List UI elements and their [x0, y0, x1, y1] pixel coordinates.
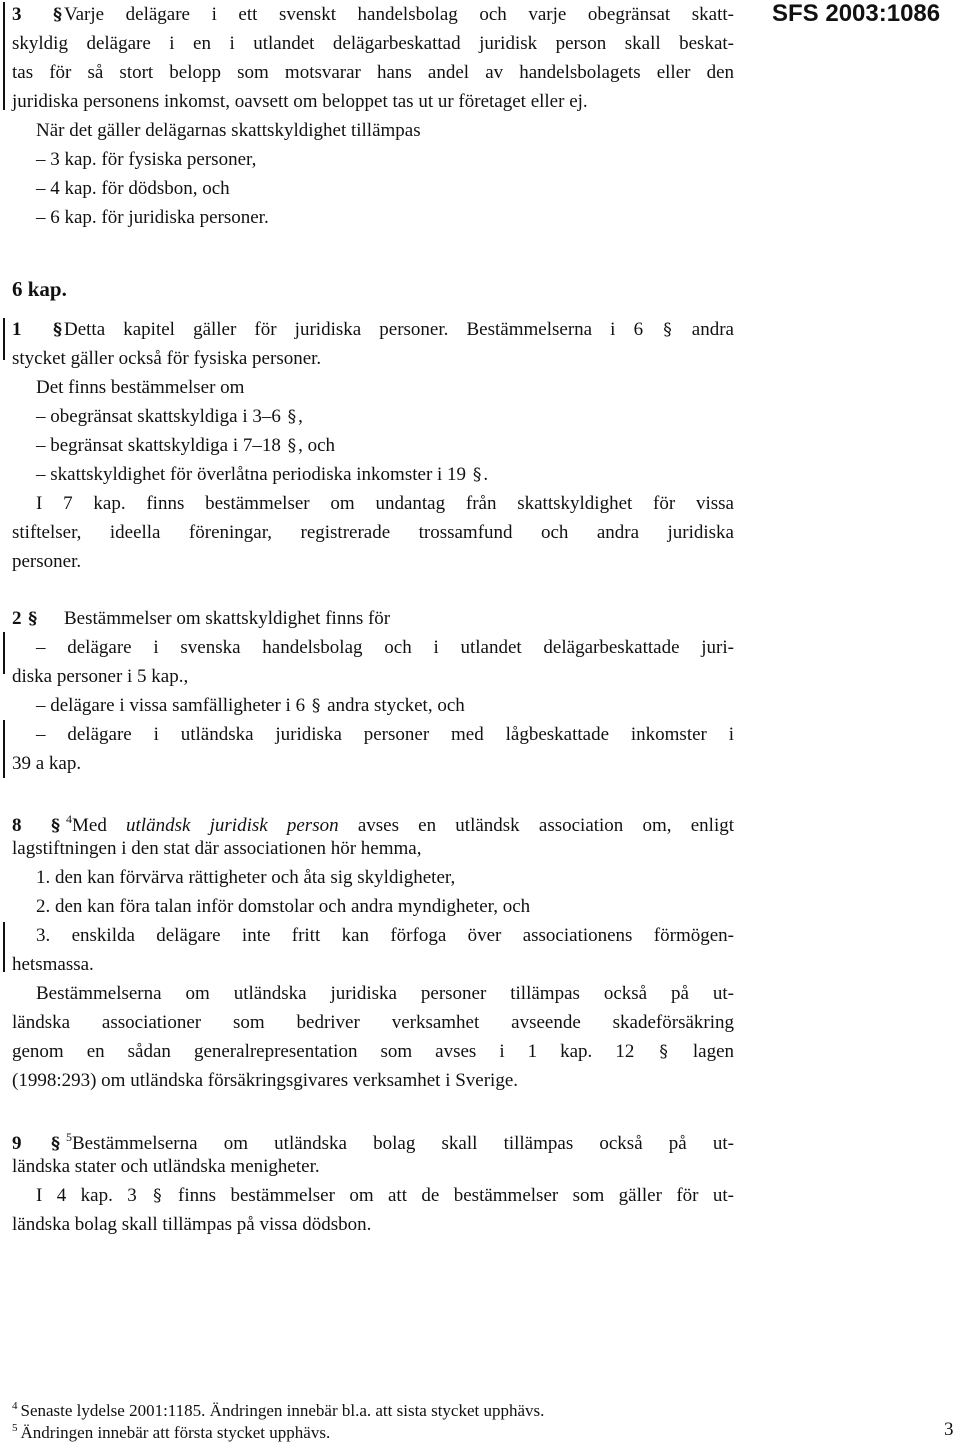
s9-line: 9 § $^5$Bestämmelserna om utländska bolag skall tillämpas också på ut-: [12, 1130, 734, 1154]
s3-line: juridiska personens inkomst, oavsett om beloppet tas ut ur företaget eller ej.: [12, 91, 588, 112]
s2-line: 2 § Bestämmelser om skattskyldighet finns för: [12, 608, 391, 629]
s1-line: 1 § Detta kapitel gäller för juridiska personer. Bestämmelserna i 6 § andra: [12, 319, 734, 340]
s8-line: genom en sådan generalrepresentation som avses i 1 kap. 12 § lagen: [12, 1041, 735, 1062]
page-number: 3: [944, 1419, 954, 1440]
change-bar: [3, 922, 5, 972]
list-item: – begränsat skattskyldiga i 7–18 § , och: [36, 435, 336, 456]
chapter-heading: 6 kap.: [12, 277, 67, 301]
s1-line: personer.: [12, 551, 82, 572]
footnote-ref: 4: [66, 812, 72, 826]
list-item: – 4 kap. för dödsbon, och: [36, 178, 230, 199]
list-item: 1. den kan förvärva rättigheter och åta sig skyldigheter,: [36, 867, 456, 888]
footnote: $^4$ Senaste lydelse 2001:1185. Ändringen innebär bl.a. att sista stycket upphävs.: [12, 1400, 545, 1420]
change-bar: [3, 318, 5, 360]
s1-line: stiftelser, ideella föreningar, registrerade trossamfund och andra juridiska: [12, 522, 734, 543]
change-bar: [3, 720, 5, 778]
s1-line: I 7 kap. finns bestämmelser om undantag från skattskyldighet för vissa: [36, 493, 734, 514]
s2-line: diska personer i 5 kap.,: [12, 666, 189, 687]
change-bar: [3, 632, 5, 674]
s9-line: ländska bolag skall tillämpas på vissa dödsbon.: [12, 1214, 372, 1235]
s2-line: 39 a kap.: [12, 753, 82, 774]
s8-line: lagstiftningen i den stat där associationen hör hemma,: [12, 838, 422, 859]
s8-line: (1998:293) om utländska försäkringsgivares verksamhet i Sverige.: [12, 1070, 519, 1091]
list-item: – skattskyldighet för överlåtna periodiska inkomster i 19 § .: [36, 464, 489, 485]
s8-line: ländska associationer som bedriver verksamhet avseende skadeförsäkring: [12, 1012, 734, 1033]
s3-line: 3 § Varje delägare i ett svenskt handelsbolag och varje obegränsat skatt-: [12, 4, 734, 25]
s3-line: skyldig delägare i en i utlandet delägarbeskattad juridisk person skall beskat-: [12, 33, 734, 54]
s8-line: hetsmassa.: [12, 954, 94, 975]
s3-line: tas för så stort belopp som motsvarar hans andel av handelsbolagets eller den: [12, 62, 734, 83]
s8-line: 8 § $^4$Med utländsk juridisk person avses en utländsk association om, enligt: [12, 812, 735, 836]
list-item: 2. den kan föra talan inför domstolar och andra myndigheter, och: [36, 896, 531, 917]
list-item: – delägare i utländska juridiska personer med lågbeskattade inkomster i: [36, 724, 734, 745]
s1-line: stycket gäller också för fysiska personer.: [12, 348, 322, 369]
s9-line: ländska stater och utländska menigheter.: [12, 1156, 320, 1177]
s3-line: När det gäller delägarnas skattskyldighet tillämpas: [36, 120, 421, 141]
s8-line: Bestämmelserna om utländska juridiska personer tillämpas också på ut-: [36, 983, 734, 1004]
s1-line: Det finns bestämmelser om: [36, 377, 245, 398]
s9-line: I 4 kap. 3 § finns bestämmelser om att de bestämmelser som gäller för ut-: [36, 1185, 735, 1206]
footnote: $^5$ Ändringen innebär att första stycket upphävs.: [12, 1422, 331, 1442]
list-item: 3. enskilda delägare inte fritt kan förfoga över associationens förmögen-: [36, 925, 734, 946]
list-item: – 3 kap. för fysiska personer,: [36, 149, 257, 170]
list-item: – delägare i svenska handelsbolag och i utlandet delägarbeskattade juri-: [36, 637, 734, 658]
list-item: – obegränsat skattskyldiga i 3–6 § ,: [36, 406, 303, 427]
list-item: – 6 kap. för juridiska personer.: [36, 207, 269, 228]
change-bar: [3, 2, 5, 110]
sfs-number: SFS 2003:1086: [772, 0, 941, 27]
list-item: – delägare i vissa samfälligheter i 6 § andra stycket, och: [36, 695, 465, 716]
footnote-ref: 5: [66, 1130, 72, 1144]
